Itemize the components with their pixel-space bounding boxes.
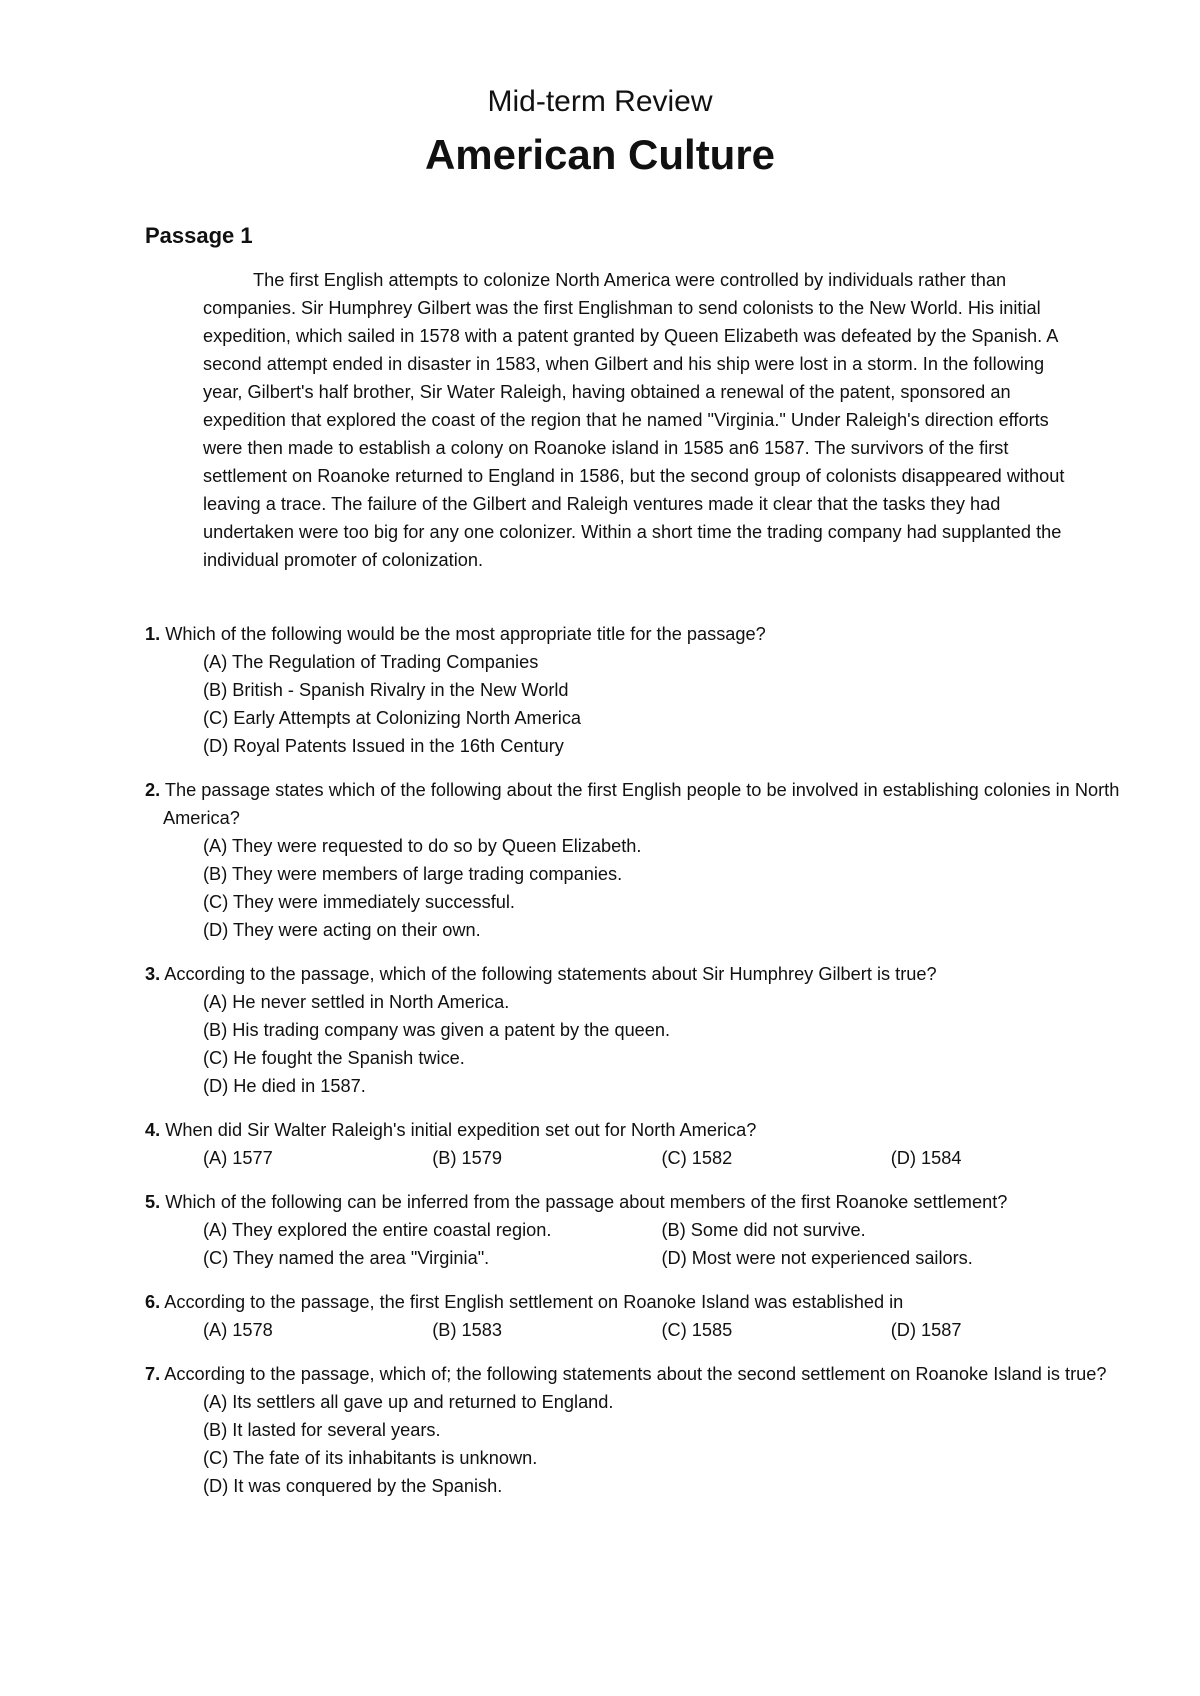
question-6 <box>145 1288 1120 1344</box>
question-text: Which of the following can be inferred from the passage about members of the first Roanoke settlement? <box>165 1192 1008 1212</box>
option-d: (D) It was conquered by the Spanish. <box>203 1476 503 1496</box>
question-text: According to the passage, the first English settlement on Roanoke Island was established in <box>164 1292 904 1312</box>
option-b: (B) British - Spanish Rivalry in the New World <box>203 680 569 700</box>
option-a: (A) They were requested to do so by Queen Elizabeth. <box>203 836 642 856</box>
question-4 <box>145 1116 1120 1172</box>
question-number: 7. <box>145 1364 161 1384</box>
option-a: (A) Its settlers all gave up and returned to England. <box>203 1392 614 1412</box>
option-c: (C) The fate of its inhabitants is unknown. <box>203 1448 538 1468</box>
option-c: (C) They were immediately successful. <box>203 892 515 912</box>
question-number: 4. <box>145 1120 161 1140</box>
option-b: (B) His trading company was given a patent by the queen. <box>203 1020 671 1040</box>
passage-body <box>203 266 1083 574</box>
option-c: (C) They named the area "Virginia". <box>203 1248 490 1268</box>
document-subtitle: Mid-term Review <box>487 85 713 118</box>
question-number: 3. <box>145 964 161 984</box>
question-text: According to the passage, which of the following statements about Sir Humphrey Gilbert is true? <box>164 964 937 984</box>
question-number: 6. <box>145 1292 161 1312</box>
option-c: (C) Early Attempts at Colonizing North America <box>203 708 582 728</box>
question-stem <box>145 776 1120 832</box>
question-1 <box>145 620 1120 760</box>
question-stem <box>145 960 1120 988</box>
option-row <box>203 1244 1120 1272</box>
option-c: (C) 1585 <box>661 1320 733 1340</box>
option-b: (B) 1583 <box>432 1320 503 1340</box>
option-d: (D) 1584 <box>890 1148 962 1168</box>
question-stem <box>145 1188 1120 1216</box>
option-a: (A) The Regulation of Trading Companies <box>203 652 539 672</box>
option-c: (C) 1582 <box>661 1148 733 1168</box>
question-stem <box>145 1116 1120 1144</box>
question-3 <box>145 960 1120 1100</box>
question-text: When did Sir Walter Raleigh's initial expedition set out for North America? <box>165 1120 757 1140</box>
question-text: The passage states which of the following about the first English people to be involved in establishing colonies in North America? <box>163 780 1120 828</box>
option-a: (A) He never settled in North America. <box>203 992 510 1012</box>
document-title: American Culture <box>424 131 776 178</box>
option-d: (D) They were acting on their own. <box>203 920 481 940</box>
option-a: (A) 1577 <box>203 1148 273 1168</box>
option-a: (A) They explored the entire coastal region. <box>203 1220 552 1240</box>
question-stem <box>145 1360 1120 1388</box>
question-2 <box>145 776 1120 944</box>
option-list <box>203 832 1120 944</box>
option-b: (B) 1579 <box>432 1148 503 1168</box>
option-a: (A) 1578 <box>203 1320 273 1340</box>
passage-paragraph <box>203 266 1083 574</box>
question-stem <box>145 1288 1120 1316</box>
option-list <box>203 648 1120 760</box>
option-b: (B) It lasted for several years. <box>203 1420 441 1440</box>
option-b: (B) They were members of large trading companies. <box>203 864 623 884</box>
option-row <box>203 1216 1120 1244</box>
option-d: (D) He died in 1587. <box>203 1076 366 1096</box>
question-list <box>145 620 1120 1516</box>
option-list <box>203 988 1120 1100</box>
option-d: (D) Royal Patents Issued in the 16th Century <box>203 736 564 756</box>
option-row <box>203 1144 1120 1172</box>
question-text: According to the passage, which of; the following statements about the second settlement on Roanoke Island is true? <box>164 1364 1107 1384</box>
option-list <box>203 1388 1120 1500</box>
passage-text: The first English attempts to colonize North America were controlled by individuals rather than companies. Sir Humphrey Gilbert was the first Englishman to send colonists to the New World. His initial expedition, which sailed in 1578 with a patent granted by Queen Elizabeth was defeated by the Spanish. A second attempt ended in disaster in 1583, when Gilbert and his ship were lost in a storm. In the following year, Gilbert's half brother, Sir Water Raleigh, having obtained a renewal of the patent, sponsored an expedition that explored the coast of the region that he named "Virginia." Under Raleigh's direction efforts were then made to establish a colony on Roanoke island in 1585 an6 1587. The survivors of the first settlement on Roanoke returned to England in 1586, but the second group of colonists disappeared without leaving a trace. The failure of the Gilbert and Raleigh ventures made it clear that the tasks they had undertaken were too big for any one colonizer. Within a short time the trading company had supplanted the individual promoter of colonization. <box>203 270 1065 570</box>
option-b: (B) Some did not survive. <box>661 1220 866 1240</box>
option-row <box>203 1316 1120 1344</box>
question-number: 5. <box>145 1192 161 1212</box>
question-number: 2. <box>145 780 161 800</box>
option-c: (C) He fought the Spanish twice. <box>203 1048 465 1068</box>
option-d: (D) Most were not experienced sailors. <box>661 1248 973 1268</box>
question-stem <box>145 620 1120 648</box>
option-d: (D) 1587 <box>890 1320 962 1340</box>
question-5 <box>145 1188 1120 1272</box>
question-7 <box>145 1360 1120 1500</box>
question-number: 1. <box>145 624 161 644</box>
question-text: Which of the following would be the most appropriate title for the passage? <box>165 624 766 644</box>
passage-heading: Passage 1 <box>145 223 253 248</box>
